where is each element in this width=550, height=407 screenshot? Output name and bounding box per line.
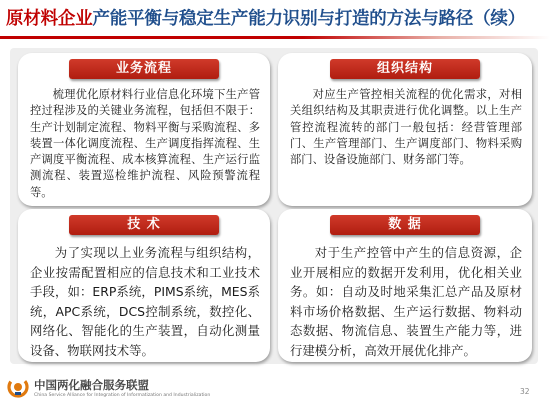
panel-org-structure [278, 53, 532, 206]
panel-text-org-structure: 对应生产管控相关流程的优化需求，对相关组织结构及其职责进行优化调整。以上生产管控流程流转的部门一般包括：经营管理部门、生产管理部门、生产调度部门、物料采购部门、设备设施部门、财务部门等。 [290, 88, 522, 167]
panel-header-business-process: 业务流程 [69, 59, 219, 79]
panel-text-technology: 为了实现以上业务流程与组织结构，企业按需配置相应的信息技术和工业技术手段，如：ERP系统，PIMS系统，MES系统，APC系统，DCS控制系统，数控化、网络化、智能化的生产装置，自动化测量设备、物联网技术等。 [30, 245, 260, 358]
panel-header-org-structure: 组织结构 [330, 59, 480, 79]
panel-data [278, 209, 532, 362]
alliance-logo-icon [6, 375, 30, 399]
panel-text-business-process: 梳理优化原材料行业信息化环境下生产管控过程涉及的关键业务流程，包括但不限于：生产计划制定流程、物料平衡与采购流程、多装置一体化调度流程、生产调度指挥流程、生产调度平衡流程、成本核算流程、生产运行监测流程、装置巡检维护流程、风险预警流程等。 [30, 88, 260, 199]
footer-org-name: 中国两化融合服务联盟 [34, 378, 149, 392]
panel-header-technology: 技 术 [69, 215, 219, 235]
footer-org-name-en: China Service Alliance for Integration of Informatization and Industrialization [34, 393, 211, 398]
panel-technology [18, 209, 270, 362]
panel-business-process [18, 53, 270, 206]
panel-text-data: 对于生产控管中产生的信息资源，企业开展相应的数据开发利用，优化相关业务。如：自动及时地采集汇总产品及原材料市场价格数据、生产运行数据、物料动态数据、物流信息、装置生产能力等，进行建模分析，高效开展优化排产。 [290, 245, 522, 358]
title-divider [0, 36, 550, 39]
slide-title-highlight: 原材料企业 [6, 9, 93, 29]
slide-title-rest: 产能平衡与稳定生产能力识别与打造的方法与路径（续） [92, 9, 525, 29]
page-number: 32 [520, 387, 530, 396]
panel-header-data: 数 据 [330, 215, 480, 235]
slide-title [6, 4, 546, 34]
